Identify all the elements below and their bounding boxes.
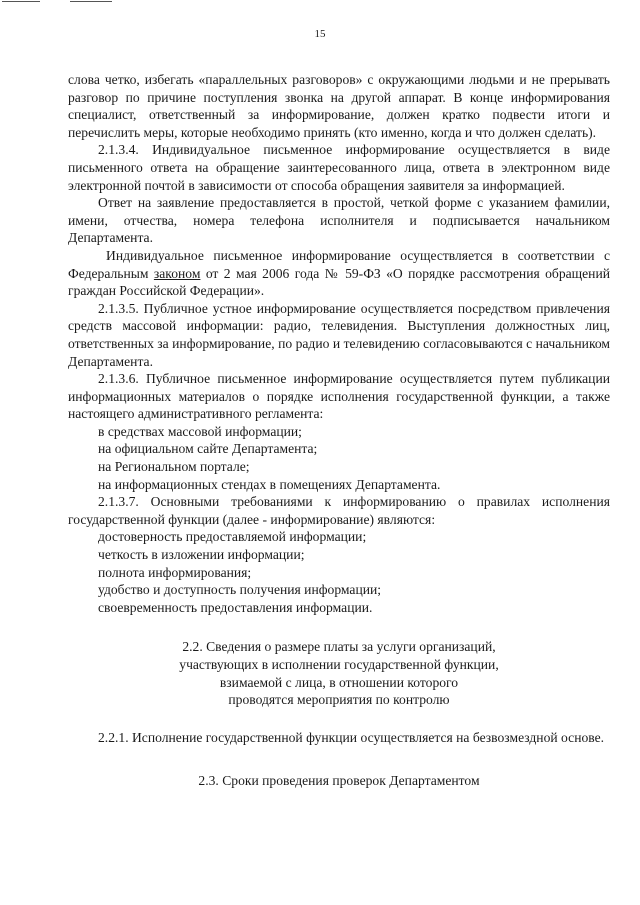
- list-item: на информационных стендах в помещениях Департамента.: [98, 476, 441, 492]
- list-item: удобство и доступность получения информации;: [98, 582, 382, 598]
- list-item: четкость в изложении информации;: [98, 547, 305, 563]
- paragraph-continuation: слова четко, избегать «параллельных разговоров» с окружающими людьми и не прерывать разговор по причине поступления звонка на другой аппарат. В конце информирования специалист, ответственный за информирование, должен кратко подвести итоги и перечислить меры, которые необходимо принять (кто именно, когда и что должен сделать).: [68, 72, 610, 140]
- paragraph-2-1-3-4: 2.1.3.4. Индивидуальное письменное информирование осуществляется в виде письменного ответа на обращение заинтересованного лица, ответа в электронном виде электронной почтой в зависимости от способа обращения заявителя за информацией.: [68, 142, 610, 193]
- paragraph-2-1-3-5: 2.1.3.5. Публичное устное информирование осуществляется посредством привлечения средств массовой информации: радио, телевидения. Выступления должностных лиц, ответственных за информирование, по радио и телевидению согласовываются с начальником Департамента.: [68, 300, 610, 369]
- paragraph-2-1-3-6: 2.1.3.6. Публичное письменное информирование осуществляется путем публикации информационных материалов о порядке исполнения государственной функции, а также настоящего административного регламента:: [68, 371, 610, 422]
- list-item: своевременность предоставления информации.: [98, 599, 373, 615]
- section-2-2-heading: [68, 638, 610, 708]
- paragraph-2-1-3-7: 2.1.3.7. Основными требованиями к информированию о правилах исполнения государственной функции (далее - информирование) являются:: [68, 494, 610, 527]
- paragraph-2-2-1: 2.2.1. Исполнение государственной функции осуществляется на безвозмездной основе.: [98, 729, 605, 745]
- federal-law-text-after: от 2 мая 2006 года № 59-ФЗ «О порядке рассмотрения обращений граждан Российской Федерации».: [68, 265, 610, 299]
- list-item: полнота информирования;: [98, 564, 252, 580]
- federal-law-text-before: Индивидуальное письменное информирование осуществляется в соответствии с Федеральным: [68, 247, 610, 281]
- list-item: на Региональном портале;: [98, 459, 250, 475]
- list-item: в средствах массовой информации;: [98, 423, 302, 439]
- section-2-2-heading-line: взимаемой с лица, в отношении которого: [219, 674, 459, 690]
- paragraph-answer: Ответ на заявление предоставляется в простой, четкой форме с указанием фамилии, имени, отчества, номера телефона исполнителя и подписывается начальником Департамента.: [68, 195, 610, 246]
- paragraph-federal-law: [68, 247, 610, 300]
- corner-scan-mark: [0, 0, 115, 6]
- federal-law-link[interactable]: законом: [153, 265, 201, 281]
- section-2-3-heading: 2.3. Сроки проведения проверок Департаментом: [198, 773, 480, 789]
- section-2-2-heading-line: проводятся мероприятия по контролю: [228, 692, 450, 708]
- section-2-2-heading-line: участвующих в исполнении государственной функции,: [179, 657, 499, 672]
- list-item: достоверность предоставляемой информации;: [98, 529, 367, 545]
- section-2-2-heading-line: 2.2. Сведения о размере платы за услуги организаций,: [182, 639, 496, 655]
- list-item: на официальном сайте Департамента;: [98, 441, 318, 457]
- page-number: 15: [314, 28, 326, 40]
- document-body: [68, 71, 610, 790]
